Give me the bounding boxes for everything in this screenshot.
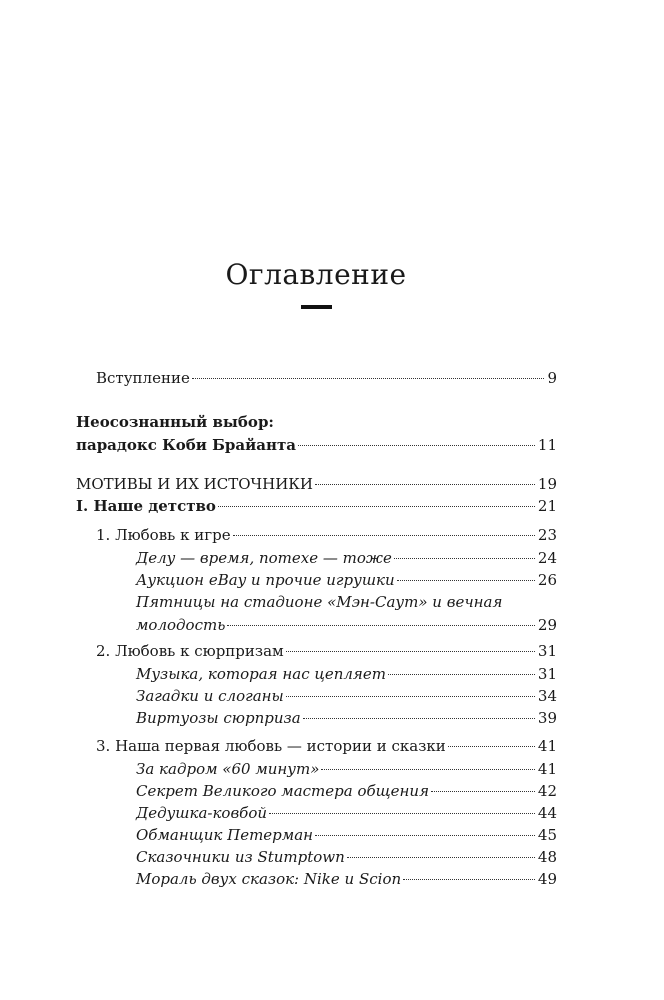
leader-dots: [403, 879, 535, 880]
leader-dots: [431, 791, 535, 792]
toc-entry-unconscious[interactable]: [76, 435, 557, 455]
toc-entry-page: 9: [547, 369, 557, 387]
toc-entry-page: 41: [537, 737, 557, 755]
leader-dots: [321, 769, 534, 770]
page-title: Оглавление: [225, 258, 407, 291]
leader-dots: [347, 857, 535, 858]
leader-dots: [218, 506, 535, 507]
leader-dots: [397, 580, 535, 581]
leader-dots: [388, 674, 535, 675]
toc-entry-label: Виртуозы сюрприза: [136, 709, 301, 727]
leader-dots: [448, 746, 535, 747]
toc-entry-ebay[interactable]: [136, 570, 557, 590]
toc-entry-label: За кадром «60 минут»: [136, 760, 320, 778]
toc-entry-label: Сказочники из Stumptown: [136, 848, 345, 866]
toc-entry-page: 42: [537, 782, 557, 800]
toc-entry-intro[interactable]: [96, 368, 557, 388]
toc-entry-secret[interactable]: [136, 781, 557, 801]
toc-entry-label: Загадки и слоганы: [136, 687, 284, 705]
leader-dots: [286, 696, 535, 697]
toc-entry-first-love[interactable]: [96, 736, 557, 756]
toc-entry-line: Неосознанный выбор:: [76, 413, 274, 431]
toc-entry-page: 23: [537, 526, 557, 544]
toc-entry-page: 48: [537, 848, 557, 866]
leader-dots: [298, 445, 535, 446]
toc-entry-page: 45: [537, 826, 557, 844]
title-rule: [301, 305, 332, 309]
toc-entry-stumptown[interactable]: [136, 847, 557, 867]
toc-entry-label: Секрет Великого мастера общения: [136, 782, 430, 800]
toc-entry-line: Пятницы на стадионе «Мэн-Саут» и вечная: [136, 593, 503, 611]
leader-dots: [303, 718, 535, 719]
toc-entry-label: молодость: [136, 616, 226, 634]
toc-entry-sixty-minutes[interactable]: [136, 759, 557, 779]
toc-entry-page: 34: [537, 687, 557, 705]
leader-dots: [233, 535, 535, 536]
toc-entry-peterman[interactable]: [136, 825, 557, 845]
toc-entry-label: парадокс Коби Брайанта: [76, 436, 296, 454]
toc-entry-page: 41: [537, 760, 557, 778]
leader-dots: [227, 625, 535, 626]
toc-entry-work-time[interactable]: [136, 548, 557, 568]
toc-entry-label: Дедушка-ковбой: [136, 804, 268, 822]
toc-entry-motives[interactable]: [76, 474, 557, 494]
toc-entry-page: 21: [537, 497, 557, 515]
leader-dots: [394, 558, 535, 559]
toc-entry-label: I. Наше детство: [76, 497, 216, 515]
leader-dots: [315, 835, 535, 836]
toc-entry-childhood[interactable]: [76, 496, 557, 516]
toc-entry-label: 1. Любовь к игре: [96, 526, 231, 544]
toc-entry-page: 19: [537, 475, 557, 493]
toc-entry-moral[interactable]: [136, 869, 557, 889]
toc-entry-page: 49: [537, 870, 557, 888]
toc-entry-love-surprise[interactable]: [96, 641, 557, 661]
leader-dots: [315, 484, 535, 485]
toc-entry-page: 24: [537, 549, 557, 567]
toc-entry-page: 44: [537, 804, 557, 822]
toc-entry-page: 26: [537, 571, 557, 589]
toc-entry-page: 11: [537, 436, 557, 454]
leader-dots: [192, 378, 545, 379]
toc-entry-label: Музыка, которая нас цепляет: [136, 665, 386, 683]
toc-entry-page: 31: [537, 642, 557, 660]
toc-entry-cowboy[interactable]: [136, 803, 557, 823]
toc-entry-label: Мораль двух сказок: Nike и Scion: [136, 870, 402, 888]
toc-entry-label: 2. Любовь к сюрпризам: [96, 642, 284, 660]
toc-entry-label: Обманщик Петерман: [136, 826, 314, 844]
toc-entry-riddles[interactable]: [136, 686, 557, 706]
toc-entry-label: МОТИВЫ И ИХ ИСТОЧНИКИ: [76, 475, 313, 493]
toc-entry-love-game[interactable]: [96, 525, 557, 545]
toc-entry-fridays[interactable]: [136, 615, 557, 635]
toc-entry-label: Вступление: [96, 369, 190, 387]
toc-entry-music[interactable]: [136, 664, 557, 684]
toc-entry-virtuosos[interactable]: [136, 708, 557, 728]
toc-entry-page: 29: [537, 616, 557, 634]
leader-dots: [269, 813, 535, 814]
toc-entry-label: Аукцион eBay и прочие игрушки: [136, 571, 395, 589]
toc-entry-page: 31: [537, 665, 557, 683]
toc-entry-page: 39: [537, 709, 557, 727]
toc-entry-label: Делу — время, потехе — тоже: [136, 549, 392, 567]
leader-dots: [286, 651, 535, 652]
toc-entry-label: 3. Наша первая любовь — истории и сказки: [96, 737, 446, 755]
